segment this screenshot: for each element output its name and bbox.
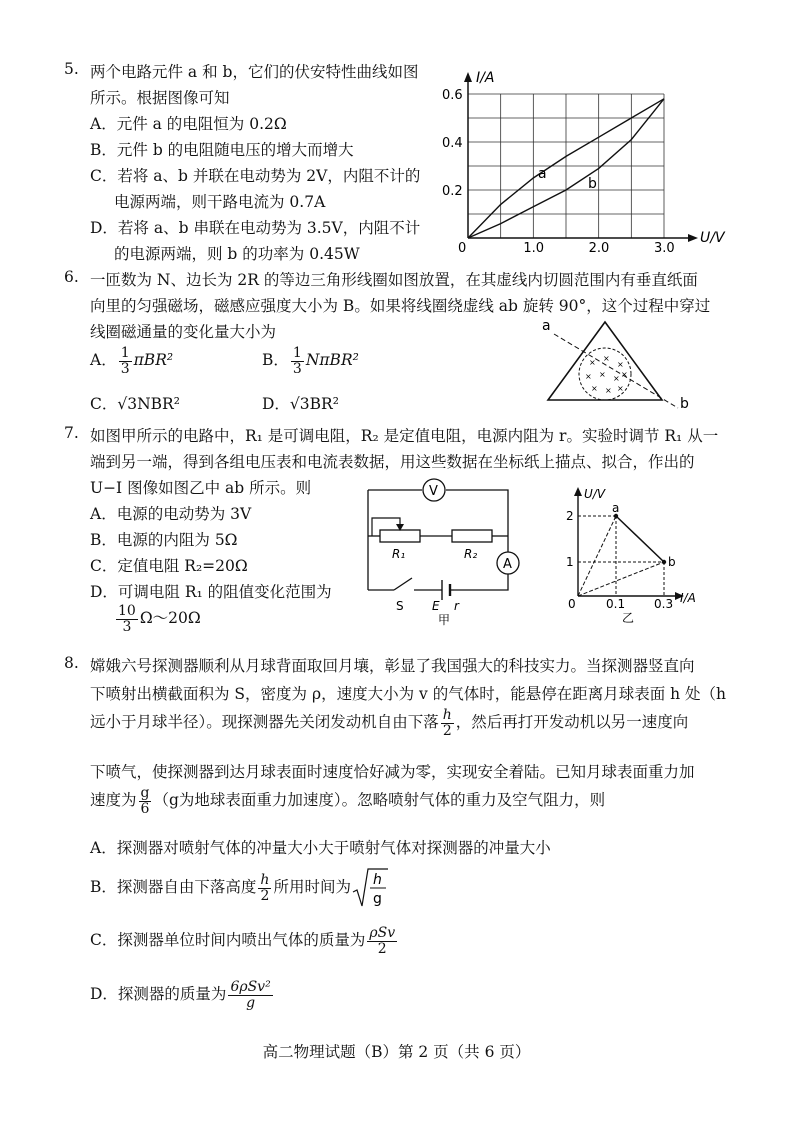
q6-field-cross: × [617,360,624,369]
q7-switch-s [394,578,412,590]
q8-h-num: h [442,707,452,723]
q5-option-a: A．元件 a 的电阻恒为 0.2Ω [90,115,287,133]
q6-b-frac-den: 3 [292,360,302,377]
q6-a-frac-num: 1 [120,345,130,361]
q5-x-ticks [523,241,674,256]
q8-stem-line4: 下喷气，使探测器到达月球表面时速度恰好减为零，实现安全着陆。已知月球表面重力加 [90,763,695,781]
q5-number: 5. [64,60,79,78]
q5-y-label: I/A [476,70,495,86]
q8-option-c-start: C．探测器单位时间内喷出气体的质量为 [90,931,366,950]
q7-ui-point-b [662,560,666,564]
q8-stem-line2: 下喷射出横截面积为 S，密度为 ρ，速度大小为 v 的气体时，能悬停在距离月球表面 h 处（h [90,685,727,703]
q7-ui-point-b-label: b [668,555,676,569]
q6-option-d: D．√3BR² [262,395,339,413]
q5-option-b: B．元件 b 的电阻随电压的增大而增大 [90,141,354,159]
q8-c-fraction [367,926,397,956]
q6-stem-line2: 向里的匀强磁场，磁感应强度大小为 B。如果将线圈绕虚线 ab 旋转 90°，这个过程中穿过 [90,297,711,315]
q5-curve-b-label: b [588,176,597,192]
q6-field-cross: × [585,372,592,381]
q8-c-num: ρSv [369,925,396,941]
q6-option-b-expr: NπBR² [305,351,359,370]
q8-option-d [90,980,275,1010]
q8-g-num: g [140,785,150,801]
page-footer: 高二物理试题（B）第 2 页（共 6 页） [262,1043,531,1061]
q8-d-num: 6ρSv² [230,979,271,995]
q5-option-d-line1: D．若将 a、b 串联在电动势为 3.5V，内阻不计 [90,219,421,237]
q7-option-b: B．电源的内阻为 5Ω [90,531,238,549]
q6-axis-ab [554,334,678,408]
q8-sqrt-num: h [372,872,382,888]
q7-ammeter-label: A [503,557,512,572]
q7-number: 7. [64,424,79,442]
q8-number: 8. [64,654,79,672]
q6-a-frac-den: 3 [120,360,130,377]
q7-r2-label: R₂ [464,547,478,561]
q6-field-cross: × [605,386,612,395]
q5-xtick-label: 2.0 [588,241,610,256]
q6-number: 6. [64,268,79,286]
q8-sqrt-den: g [372,891,382,907]
q8-option-b [90,866,389,910]
q5-stem-line1: 两个电路元件 a 和 b，它们的伏安特性曲线如图 [90,63,419,81]
q5-option-d-line2: 的电源两端，则 b 的功率为 0.45W [114,245,360,263]
q6-option-b [262,346,359,376]
q8-stem-line3-end: ，然后再打开发动机以另一速度向 [455,713,689,732]
q5-x-label: U/V [700,230,725,246]
q5-curve-a-label: a [538,166,547,182]
q7-option-d: D．可调电阻 R₁ 的阻值变化范围为 [90,583,332,601]
q5-ytick-label: 0.6 [442,88,463,103]
q6-field-cross: × [599,370,606,379]
q8-stem-line1: 嫦娥六号探测器顺利从月球背面取回月壤，彰显了我国强大的科技实力。当探测器竖直向 [90,657,695,675]
q8-b-h-den: 2 [260,887,270,904]
q8-h-half-fraction [441,708,454,738]
q8-option-c [90,926,399,956]
q8-stem-line3 [90,708,688,738]
q6-option-b-fraction [291,346,304,376]
q6-field-cross: × [591,384,598,393]
q5-stem-line2: 所示。根据图像可知 [90,89,230,107]
q8-d-den: g [246,994,256,1011]
q6-option-a-label: A． [90,351,117,370]
q8-b-h-num: h [260,871,270,888]
q8-stem-line3-start: 远小于月球半径）。现探测器先关闭发动机自由下落 [90,713,439,732]
q5-xtick-label: 1.0 [523,241,545,256]
q7-circuit-diagram [358,478,538,626]
q7-stem-line2: 端到另一端，得到各组电压表和电流表数据，用这些数据在坐标纸上描点、拟合，作出的 [90,453,695,471]
q8-c-den: 2 [377,940,387,957]
q7-right-wire [454,574,508,590]
q7-ui-xtick-01: 0.1 [606,597,626,611]
q8-g-den: 6 [140,800,150,817]
q8-b-sqrt [351,866,389,910]
q6-option-c: C．√3NBR² [90,395,180,413]
q5-y-arrow [464,72,472,82]
q8-h-den: 2 [442,722,452,739]
q5-xtick-label: 3.0 [654,241,675,256]
q7-ui-ytick-1: 1 [566,555,574,569]
q8-option-b-mid: 所用时间为 [273,878,351,896]
q7-ui-caption: 乙 [622,611,635,624]
q5-option-c-line2: 电源两端，则干路电流为 0.7A [114,193,326,211]
q7-resistor-r2 [452,530,492,542]
q5-iu-graph [440,70,730,260]
q6-field-cross: × [603,354,610,363]
q7-circuit-caption: 甲 [438,613,451,626]
q5-option-c-line1: C．若将 a、b 并联在电动势为 2V，内阻不计的 [90,167,421,185]
q6-triangle-figure [530,312,710,414]
q7-ui-origin: 0 [568,597,576,611]
q7-d-range-tail: Ω～20Ω [139,609,201,628]
q7-ui-y-arrow [574,487,582,496]
q7-ui-point-a-label: a [612,501,620,515]
q7-ui-y-label: U/V [584,487,606,501]
q7-ui-ytick-2: 2 [566,509,574,523]
q7-option-c: C．定值电阻 R₂=20Ω [90,557,248,575]
q7-top-wire-right [446,490,508,552]
q8-stem-line5-end: （g为地球表面重力加速度）。忽略喷射气体的重力及空气阻力，则 [153,791,606,810]
q8-option-b-start: B．探测器自由下落高度 [90,878,257,896]
q7-ui-line-ab [616,516,664,562]
q8-stem-line5 [90,786,605,816]
q6-field-cross: × [617,384,624,393]
q7-ui-xtick-03: 0.3 [654,597,674,611]
q6-field-cross: × [589,358,596,367]
q6-stem-line3: 线圈磁通量的变化量大小为 [90,323,277,341]
q6-label-a: a [542,318,551,334]
q7-d-fraction [116,604,138,634]
q7-switch-label: S [396,599,404,613]
q6-stem-line1: 一匝数为 N、边长为 2R 的等边三角形线圈如图放置，在其虚线内切圆范围内有垂直纸面 [90,271,698,289]
q6-option-a [90,346,173,376]
q7-r1-label: R₁ [392,547,406,561]
q7-ui-dash-ob [578,562,664,596]
q6-b-frac-num: 1 [292,345,302,361]
q8-b-h-fraction [258,873,271,903]
q8-option-d-start: D．探测器的质量为 [90,985,227,1004]
q6-label-b: b [680,396,689,412]
q6-option-a-expr: πBR² [133,351,174,370]
q5-y-ticks [442,88,463,199]
q8-d-fraction [228,980,272,1010]
q5-origin: 0 [458,241,467,256]
q6-option-a-fraction [119,346,132,376]
q7-voltmeter-label: V [429,484,438,499]
q6-field-cross: × [613,374,620,383]
q7-internal-r-label: r [454,599,459,613]
q5-ytick-label: 0.2 [442,184,463,199]
q8-option-a: A．探测器对喷射气体的冲量大小大于喷射气体对探测器的冲量大小 [90,839,551,857]
q7-resistor-r1 [380,530,420,542]
q6-field-crosses [585,354,628,395]
q7-stem-line3: U−I 图像如图乙中 ab 所示。则 [90,479,312,497]
q7-d-frac-num: 10 [118,603,136,619]
q7-ui-dash-oa [578,516,616,596]
q7-option-a: A．电源的电动势为 3V [90,505,252,523]
q7-ui-x-label: I/A [680,591,696,605]
q5-ytick-label: 0.4 [442,136,463,151]
q7-option-d-range [114,604,201,634]
q8-stem-line5-start: 速度为 [90,791,137,810]
q7-ui-graph [560,484,710,624]
q7-emf-label: E [432,599,440,613]
q8-g-sixth-fraction [139,786,152,816]
q6-option-b-label: B． [262,351,289,370]
q7-stem-line1: 如图甲所示的电路中，R₁ 是可调电阻，R₂ 是定值电阻，电源内阻为 r。实验时调节 R₁ 从一 [90,427,719,445]
q7-d-frac-den: 3 [122,618,132,635]
q6-field-cross: × [621,370,628,379]
q5-x-arrow [688,234,698,242]
